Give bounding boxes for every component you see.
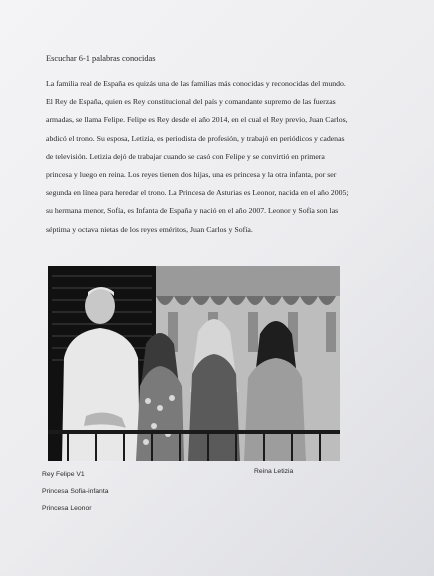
family-photo-illustration — [48, 266, 340, 461]
family-photo — [48, 266, 340, 461]
caption-rey-felipe: Rey Felipe V1 — [42, 471, 85, 478]
paragraph-line: El Rey de España, quien es Rey constitucional del país y comandante supremo de las fuerzas — [46, 97, 336, 107]
caption-reina-letizia: Reina Letizia — [254, 468, 294, 475]
paragraph-line: su hermana menor, Sofía, es Infanta de España y nació en el año 2007. Leonor y Sofía son las — [46, 206, 339, 216]
paragraph-line: princesa y luego en reina. Los reyes tienen dos hijas, una es princesa y la otra infanta, por ser — [46, 169, 337, 179]
paragraph-line: de televisión. Letizia dejó de trabajar cuando se casó con Felipe y se convirtió en primera — [46, 151, 325, 161]
paragraph-line: armadas, se llama Felipe. Felipe es Rey desde el año 2014, en el cual el Rey previo, Juan Carlos, — [46, 115, 348, 125]
paragraph-line: séptima y octava nietas de los reyes eméritos, Juan Carlos y Sofía. — [46, 224, 253, 234]
paragraph — [46, 75, 386, 239]
caption-princesa-leonor: Princesa Leonor — [42, 505, 92, 512]
caption-princesa-sofia: Princesa Sofia-infanta — [42, 488, 109, 495]
paragraph-line: segunda en línea para heredar el trono. La Princesa de Asturias es Leonor, nacida en el año 2005; — [46, 188, 349, 198]
paragraph-line: La familia real de España es quizás una de las familias más conocidas y reconocidas del mundo. — [46, 79, 346, 88]
paragraph-line: abdicó el trono. Su esposa, Letizia, es periodista de profesión, y trabajó en periódicos y cadenas — [46, 133, 345, 143]
document-heading: Escuchar 6-1 palabras conocidas — [46, 54, 156, 63]
